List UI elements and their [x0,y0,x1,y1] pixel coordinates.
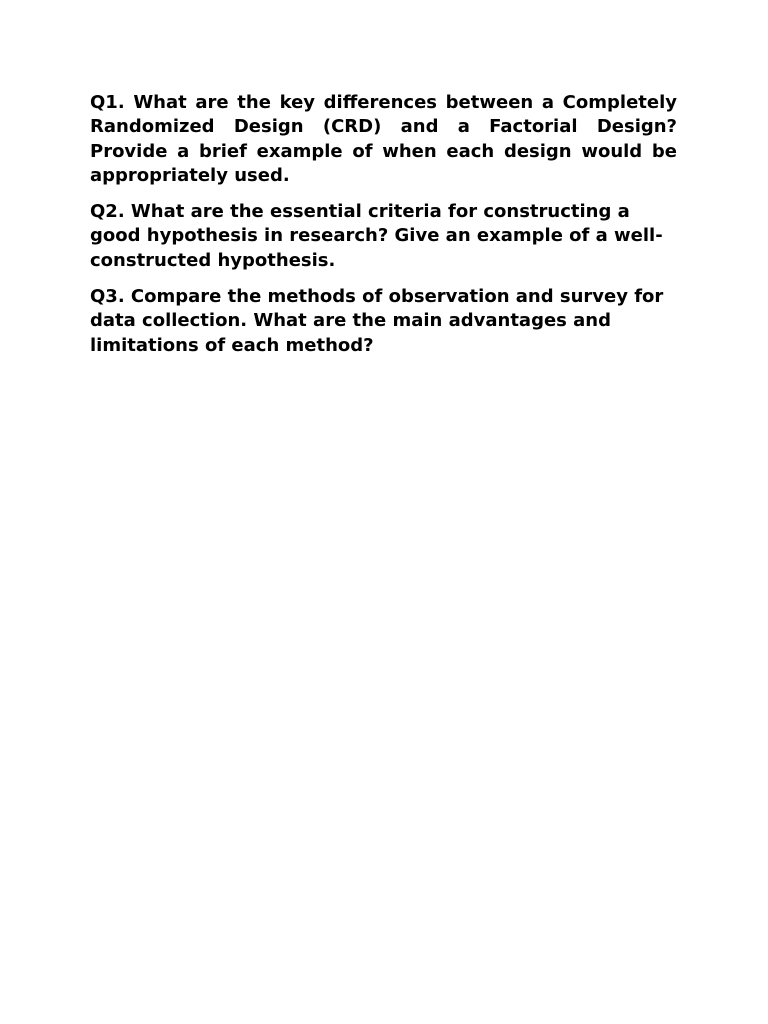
document-page [90,91,677,370]
question-2: Q2. What are the essential criteria for constructing a good hypothesis in research? Give an example of a well-constructed hypothesis. [90,201,663,271]
question-1: Q1. What are the key differences between a Completely Randomized Design (CRD) and a Factorial Design? Provide a brief example of when each design would be appropriately used. [90,92,677,186]
question-3: Q3. Compare the methods of observation and survey for data collection. What are the main advantages and limitations of each method? [90,286,664,356]
